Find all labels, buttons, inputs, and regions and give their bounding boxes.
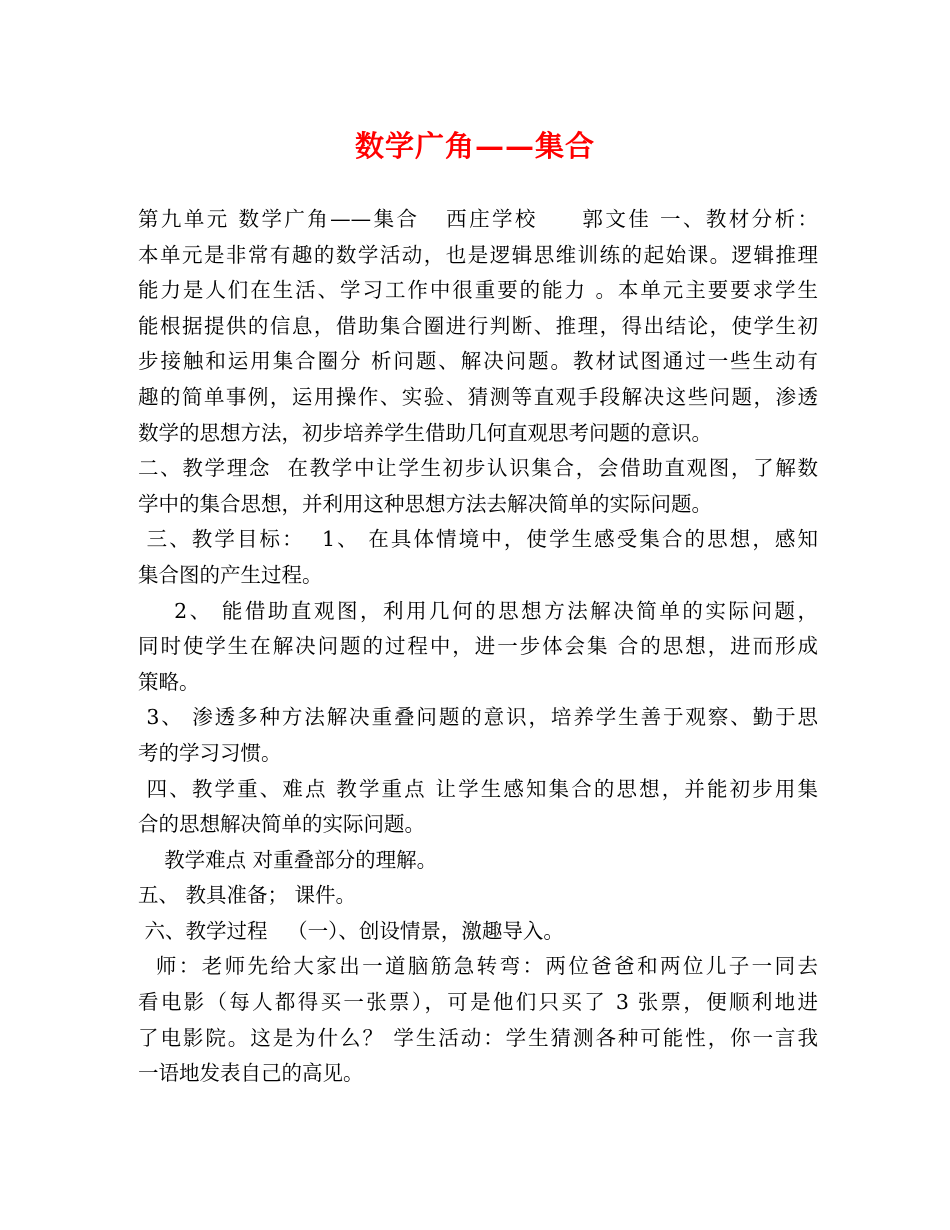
body-line: 学中的集合思想，并利用这种思想方法去解决简单的实际问题。 <box>138 491 712 516</box>
body-line: 本单元是非常有趣的数学活动，也是逻辑思维训练的起始课。逻辑推理 <box>138 242 818 267</box>
body-line: 能力是人们在生活、学习工作中很重要的能力 。本单元主要要求学生 <box>138 278 818 303</box>
body-line: 看电影（每人都得买一张票），可是他们只买了 3 张票，便顺利地进 <box>138 990 818 1015</box>
body-line: 六、教学过程 （一）、创设情景，激趣导入。 <box>138 918 564 943</box>
body-line: 趣的简单事例，运用操作、实验、猜测等直观手段解决这些问题，渗透 <box>138 384 818 409</box>
body-line: 了电影院。这是为什么？ 学生活动：学生猜测各种可能性，你一言我 <box>138 1025 818 1050</box>
document-body <box>138 202 818 1092</box>
body-line: 教学难点 对重叠部分的理解。 <box>138 847 438 872</box>
body-line: 三、教学目标： 1、 在具体情境中，使学生感受集合的思想，感知 <box>138 527 818 552</box>
body-line: 集合图的产生过程。 <box>138 562 323 587</box>
body-line: 2、 能借助直观图，利用几何的思想方法解决简单的实际问题， <box>138 598 818 623</box>
body-line: 五、 教具准备； 课件。 <box>138 883 357 908</box>
body-line: 数学的思想方法，初步培养学生借助几何直观思考问题的意识。 <box>138 420 712 445</box>
document-title: 数学广角——集合 <box>354 129 595 163</box>
body-line: 四、教学重、难点 教学重点 让学生感知集合的思想，并能初步用集 <box>138 776 818 801</box>
body-line: 同时使学生在解决问题的过程中，进一步体会集 合的思想，进而形成 <box>138 634 818 659</box>
body-line: 策略。 <box>138 669 200 694</box>
body-line: 能根据提供的信息，借助集合圈进行判断、推理，得出结论，使学生初 <box>138 313 818 338</box>
body-line: 步接触和运用集合圈分 析问题、解决问题。教材试图通过一些生动有 <box>138 349 818 374</box>
body-line: 考的学习习惯。 <box>138 740 282 765</box>
body-line: 一语地发表自己的高见。 <box>138 1061 364 1086</box>
body-line: 师：老师先给大家出一道脑筋急转弯：两位爸爸和两位儿子一同去 <box>138 954 818 979</box>
body-line: 第九单元 数学广角——集合 西庄学校 郭文佳 一、教材分析： <box>138 207 818 231</box>
body-line: 合的思想解决简单的实际问题。 <box>138 812 425 837</box>
body-line: 二、教学理念 在教学中让学生初步认识集合，会借助直观图，了解数 <box>138 456 818 481</box>
body-line: 3、 渗透多种方法解决重叠问题的意识，培养学生善于观察、勤于思 <box>138 705 818 730</box>
